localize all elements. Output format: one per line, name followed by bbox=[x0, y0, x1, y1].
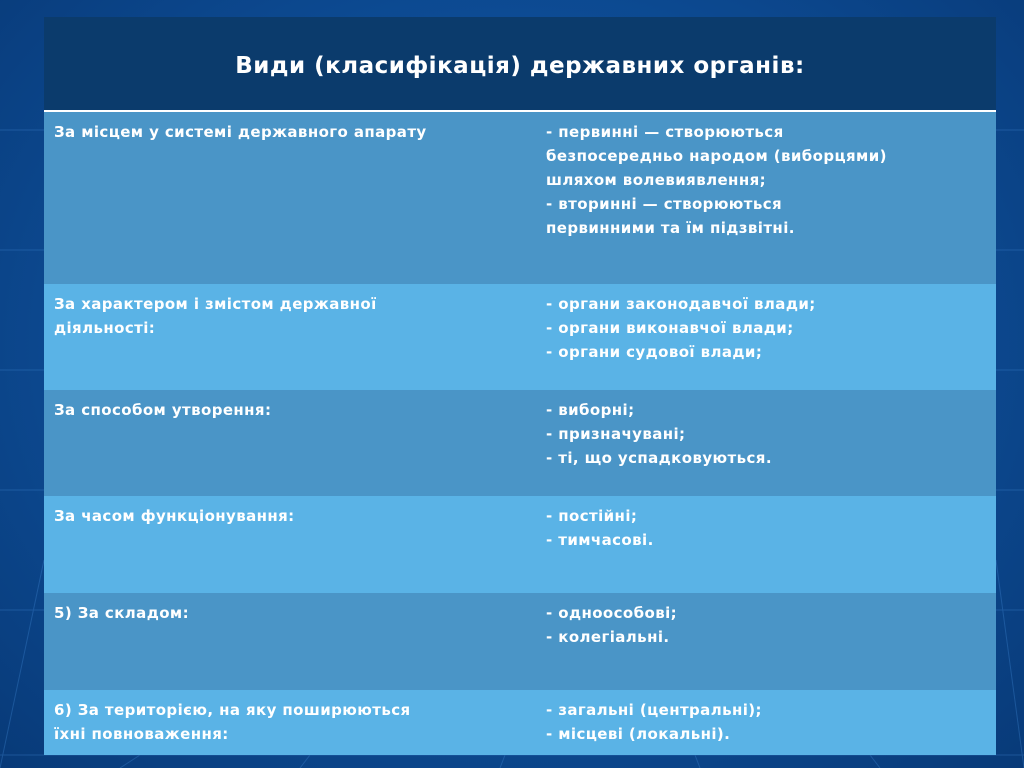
criterion-cell: 6) За територією, на яку поширюються їхні повноваження: bbox=[54, 701, 411, 743]
table-row bbox=[44, 284, 996, 390]
types-cell: - постійні; - тимчасові. bbox=[546, 507, 654, 549]
table-row bbox=[44, 390, 996, 496]
types-cell: - первинні — створюються безпосередньо народом (виборцями) шляхом волевиявлення; - вторинні — створюються первинними та їм підзвітні. bbox=[546, 123, 887, 237]
criterion-cell: За місцем у системі державного апарату bbox=[54, 123, 427, 141]
criterion-cell: За способом утворення: bbox=[54, 401, 272, 419]
criterion-cell: За часом функціонування: bbox=[54, 507, 295, 525]
criterion-cell: 5) За складом: bbox=[54, 604, 189, 622]
table-header bbox=[44, 17, 996, 112]
table-title: Види (класифікація) державних органів: bbox=[235, 53, 805, 79]
criterion-cell: За характером і змістом державної діяльності: bbox=[54, 295, 377, 337]
classification-table bbox=[44, 17, 996, 755]
table-row bbox=[44, 112, 996, 284]
table-row bbox=[44, 593, 996, 690]
table-row bbox=[44, 496, 996, 593]
types-cell: - загальні (центральні); - місцеві (локальні). bbox=[546, 701, 762, 743]
table-row bbox=[44, 690, 996, 755]
types-cell: - виборні; - призначувані; - ті, що успадковуються. bbox=[546, 401, 772, 467]
types-cell: - одноособові; - колегіальні. bbox=[546, 604, 678, 646]
types-cell: - органи законодавчої влади; - органи виконавчої влади; - органи судової влади; bbox=[546, 295, 816, 361]
